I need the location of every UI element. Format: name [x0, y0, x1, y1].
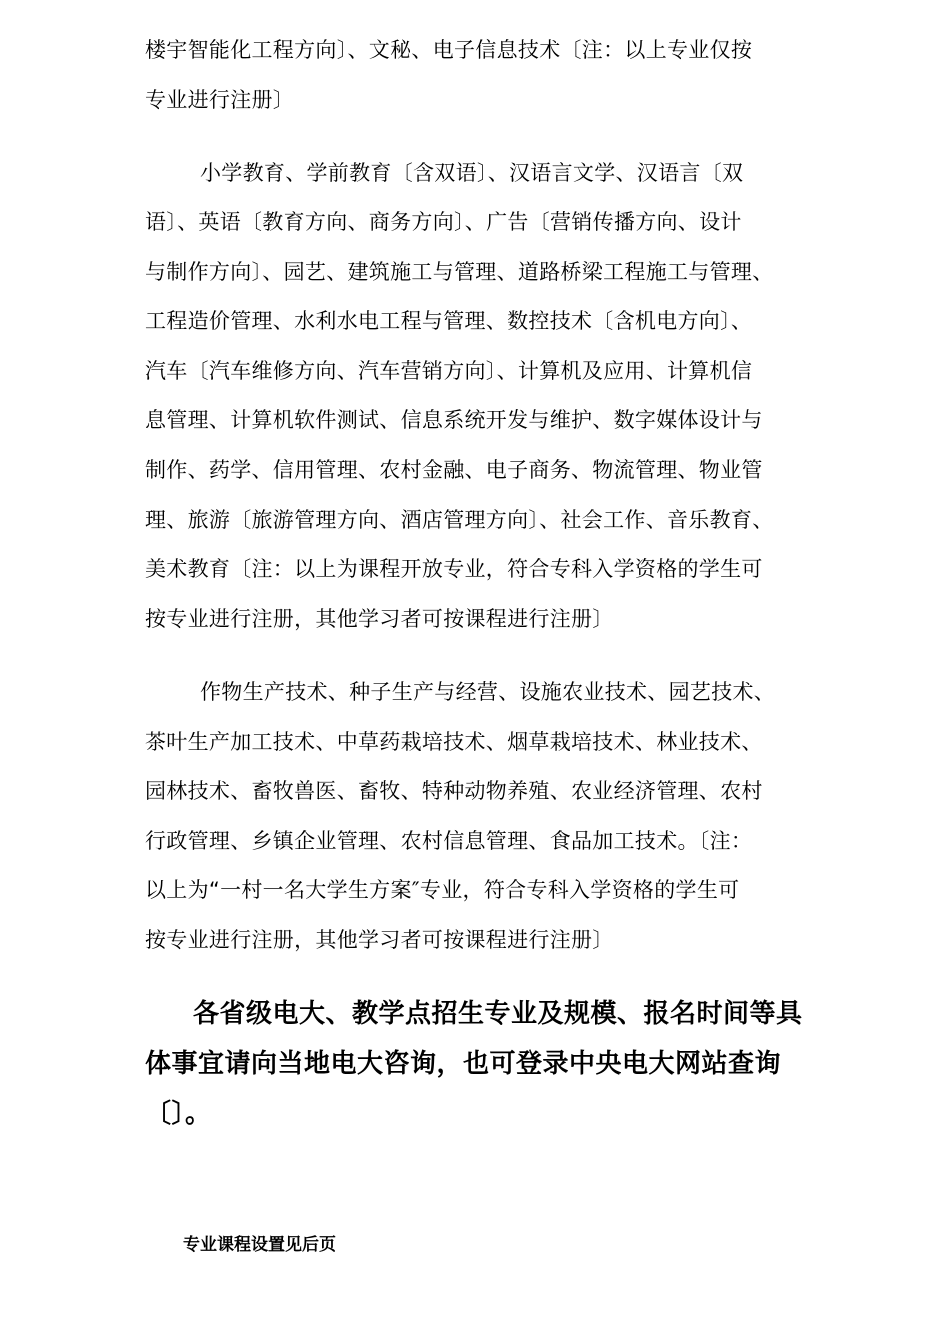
footer-note: 专业课程设置见后页 [183, 1235, 336, 1255]
notice-line-3: 〔〕。 [145, 1099, 212, 1129]
paragraph-2-line-1: 小学教育、学前教育〔含双语〕、汉语言文学、汉语言〔双 [200, 161, 744, 185]
paragraph-2-line-9: 美术教育〔注：以上为课程开放专业，符合专科入学资格的学生可 [145, 557, 763, 581]
paragraph-2-line-8: 理、旅游〔旅游管理方向、酒店管理方向〕、社会工作、音乐教育、 [145, 508, 774, 532]
paragraph-2-line-3: 与制作方向〕、园艺、建筑施工与管理、道路桥梁工程施工与管理、 [145, 260, 774, 284]
paragraph-3-line-3: 园林技术、畜牧兽医、畜牧、特种动物养殖、农业经济管理、农村 [145, 779, 763, 803]
paragraph-1-line-1: 楼宇智能化工程方向〕、文秘、电子信息技术〔注：以上专业仅按 [145, 38, 753, 62]
paragraph-3-line-2: 茶叶生产加工技术、中草药栽培技术、烟草栽培技术、林业技术、 [145, 730, 763, 754]
paragraph-2-line-10: 按专业进行注册，其他学习者可按课程进行注册〕 [145, 607, 614, 631]
paragraph-2-line-6: 息管理、计算机软件测试、信息系统开发与维护、数字媒体设计与 [145, 408, 763, 432]
paragraph-2-line-5: 汽车〔汽车维修方向、汽车营销方向〕、计算机及应用、计算机信 [145, 359, 753, 383]
paragraph-2-line-2: 语〕、英语〔教育方向、商务方向〕、广告〔营销传播方向、设计 [145, 210, 742, 234]
notice-line-2: 体事宜请向当地电大咨询，也可登录中央电大网站查询 [145, 1049, 782, 1079]
paragraph-2-line-4: 工程造价管理、水利水电工程与管理、数控技术〔含机电方向〕、 [145, 309, 753, 333]
notice-line-1: 各省级电大、教学点招生专业及规模、报名时间等具 [193, 999, 803, 1029]
paragraph-3-line-1: 作物生产技术、种子生产与经营、设施农业技术、园艺技术、 [200, 680, 776, 704]
paragraph-3-line-4: 行政管理、乡镇企业管理、农村信息管理、食品加工技术。〔注： [145, 829, 753, 853]
paragraph-3-line-6: 按专业进行注册，其他学习者可按课程进行注册〕 [145, 928, 614, 952]
paragraph-2-line-7: 制作、药学、信用管理、农村金融、电子商务、物流管理、物业管 [145, 458, 763, 482]
paragraph-3-line-5: 以上为“一村一名大学生方案″专业，符合专科入学资格的学生可 [145, 878, 740, 902]
paragraph-1-line-2: 专业进行注册〕 [145, 88, 295, 112]
